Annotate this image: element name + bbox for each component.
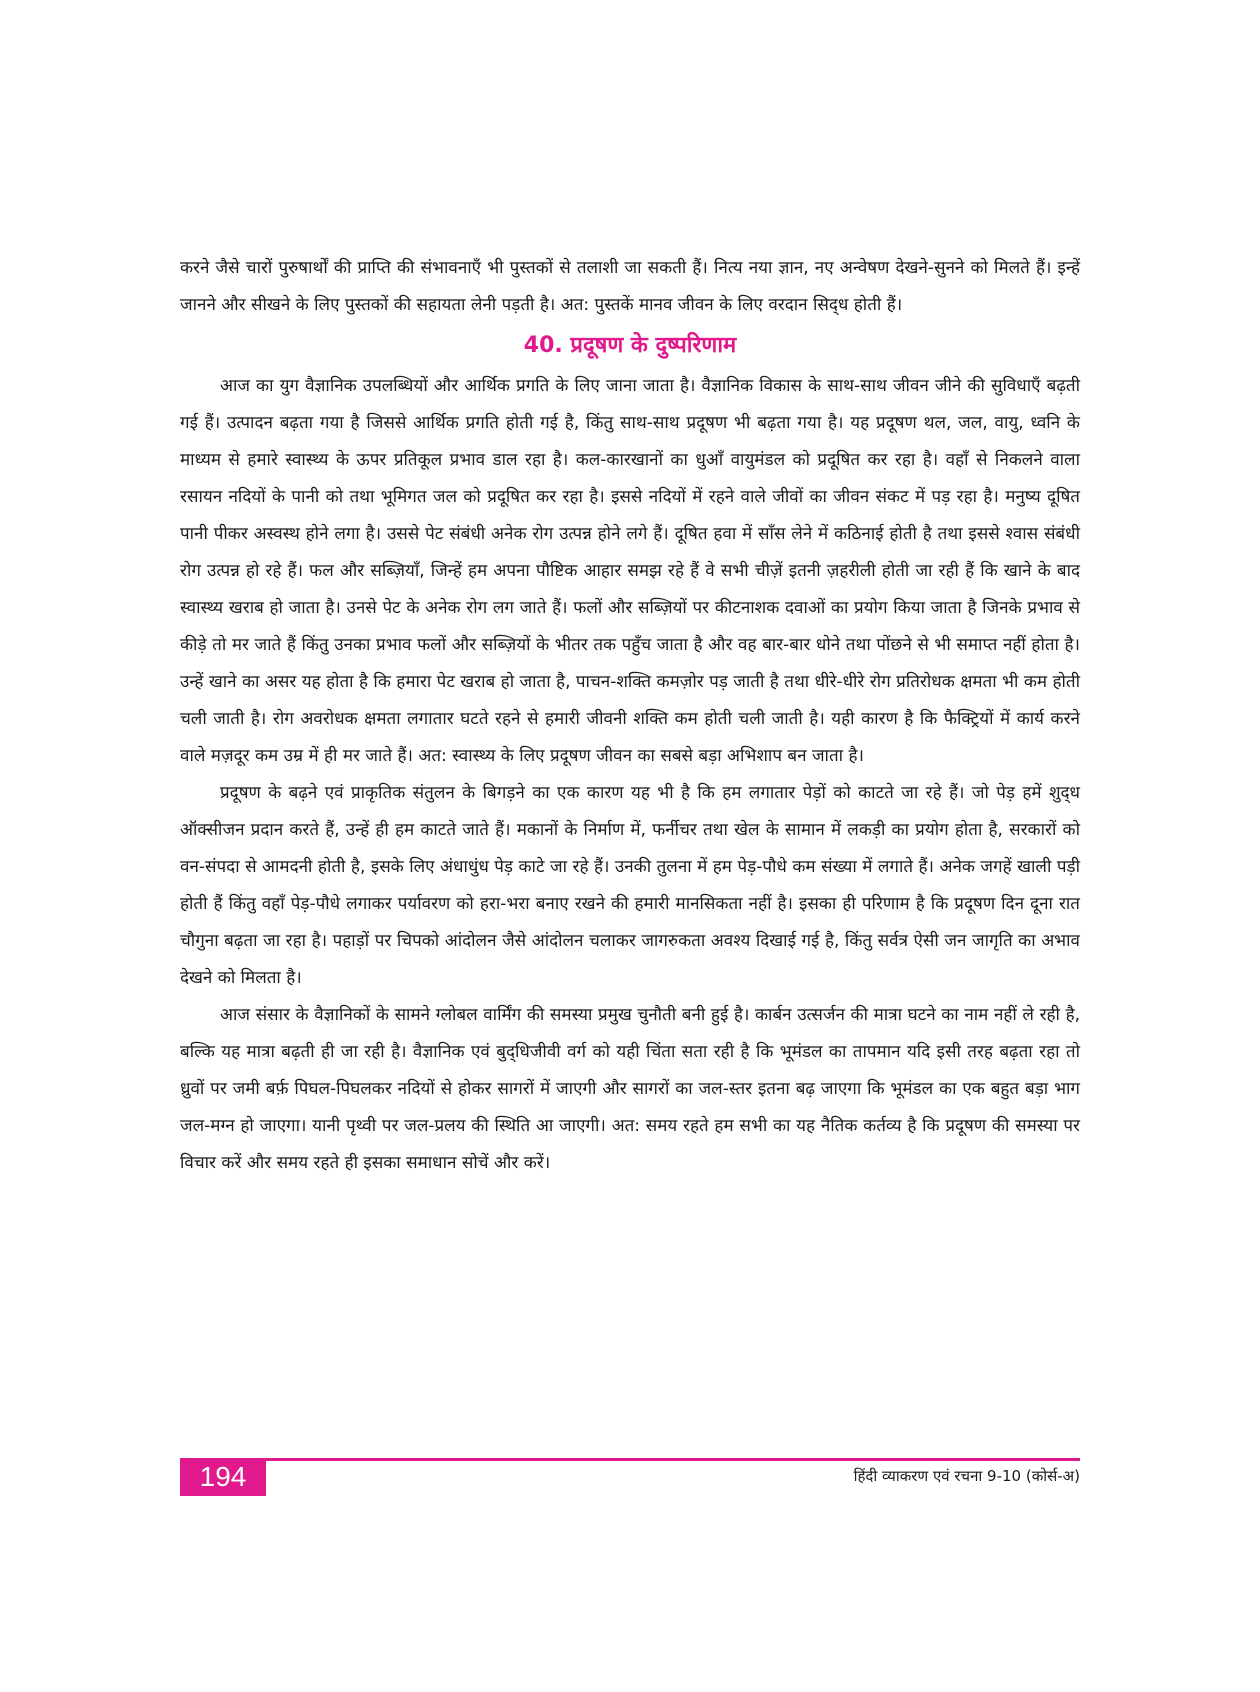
body-paragraph: आज का युग वैज्ञानिक उपलब्धियों और आर्थिक प्रगति के लिए जाना जाता है। वैज्ञानिक विकास के साथ-साथ जीवन जीने की सुविधाएँ बढ़ती गई हैं। उत्पादन बढ़ता गया है जिससे आर्थिक प्रगति होती गई है, किंतु साथ-साथ प्रदूषण भी बढ़ता गया है। यह प्रदूषण थल, जल, वायु, ध्वनि के माध्यम से हमारे स्वास्थ्य के ऊपर प्रतिकूल प्रभाव डाल रहा है। कल-कारखानों का धुआँ वायुमंडल को प्रदूषित कर रहा है। वहाँ से निकलने वाला रसायन नदियों के पानी को तथा भूमिगत जल को प्रदूषित कर रहा है। इससे नदियों में रहने वाले जीवों का जीवन संकट में पड़ रहा है। मनुष्य दूषित पानी पीकर अस्वस्थ होने लगा है। उससे पेट संबंधी अनेक रोग उत्पन्न होने लगे हैं। दूषित हवा में साँस लेने में कठिनाई होती है तथा इससे श्वास संबंधी रोग उत्पन्न हो रहे हैं। फल और सब्ज़ियाँ, जिन्हें हम अपना पौष्टिक आहार समझ रहे हैं वे सभी चीज़ें इतनी ज़हरीली होती जा रही हैं कि खाने के बाद स्वास्थ्य खराब हो जाता है। उनसे पेट के अनेक रोग लग जाते हैं। फलों और सब्ज़ियों पर कीटनाशक दवाओं का प्रयोग किया जाता है जिनके प्रभाव से कीड़े तो मर जाते हैं किंतु उनका प्रभाव फलों और सब्ज़ियों के भीतर तक पहुँच जाता है और वह बार-बार धोने तथा पोंछने से भी समाप्त नहीं होता है। उन्हें खाने का असर यह होता है कि हमारा पेट खराब हो जाता है, पाचन-शक्ति कमज़ोर पड़ जाती है तथा धीरे-धीरे रोग प्रतिरोधक क्षमता भी कम होती चली जाती है। रोग अवरोधक क्षमता लगातार घटते रहने से हमारी जीवनी शक्ति कम होती चली जाती है। यही कारण है कि फैक्ट्रियों में कार्य करने वाले मज़दूर कम उम्र में ही मर जाते हैं। अत: स्वास्थ्य के लिए प्रदूषण जीवन का सबसे बड़ा अभिशाप बन जाता है। bbox=[180, 376, 1080, 766]
intro-paragraph: करने जैसे चारों पुरुषार्थों की प्राप्ति की संभावनाएँ भी पुस्तकों से तलाशी जा सकती हैं। नित्य नया ज्ञान, नए अन्वेषण देखने-सुनने को मिलते हैं। इन्हें जानने और सीखने के लिए पुस्तकों की सहायता लेनी पड़ती है। अत: पुस्तकें मानव जीवन के लिए वरदान सिद्‌ध होती हैं। bbox=[180, 258, 1080, 315]
book-title: हिंदी व्याकरण एवं रचना 9-10 (कोर्स-अ) bbox=[853, 1467, 1080, 1485]
section-heading: 40. प्रदूषण के दुष्परिणाम bbox=[523, 333, 737, 358]
body-paragraph: आज संसार के वैज्ञानिकों के सामने ग्लोबल वार्मिंग की समस्या प्रमुख चुनौती बनी हुई है। कार्बन उत्सर्जन की मात्रा घटने का नाम नहीं ले रही है, बल्कि यह मात्रा बढ़ती ही जा रही है। वैज्ञानिक एवं बुद्‌धिजीवी वर्ग को यही चिंता सता रही है कि भूमंडल का तापमान यदि इसी तरह बढ़ता रहा तो ध्रुवों पर जमी बर्फ़ पिघल-पिघलकर नदियों से होकर सागरों में जाएगी और सागरों का जल-स्तर इतना बढ़ जाएगा कि भूमंडल का एक बहुत बड़ा भाग जल-मग्न हो जाएगा। यानी पृथ्वी पर जल-प्रलय की स्थिति आ जाएगी। अत: समय रहते हम सभी का यह नैतिक कर्तव्य है कि प्रदूषण की समस्या पर विचार करें और समय रहते ही इसका समाधान सोचें और करें। bbox=[180, 1005, 1080, 1173]
page-content bbox=[180, 250, 1080, 1182]
page-number: 194 bbox=[180, 1458, 266, 1496]
page-footer bbox=[180, 1458, 1080, 1496]
body-paragraph: प्रदूषण के बढ़ने एवं प्राकृतिक संतुलन के बिगड़ने का एक कारण यह भी है कि हम लगातार पेड़ों को काटते जा रहे हैं। जो पेड़ हमें शुद्‌ध ऑक्सीजन प्रदान करते हैं, उन्हें ही हम काटते जाते हैं। मकानों के निर्माण में, फर्नीचर तथा खेल के सामान में लकड़ी का प्रयोग होता है, सरकारों को वन-संपदा से आमदनी होती है, इसके लिए अंधाधुंध पेड़ काटे जा रहे हैं। उनकी तुलना में हम पेड़-पौधे कम संख्या में लगाते हैं। अनेक जगहें खाली पड़ी होती हैं किंतु वहाँ पेड़-पौधे लगाकर पर्यावरण को हरा-भरा बनाए रखने की हमारी मानसिकता नहीं है। इसका ही परिणाम है कि प्रदूषण दिन दूना रात चौगुना बढ़ता जा रहा है। पहाड़ों पर चिपको आंदोलन जैसे आंदोलन चलाकर जागरुकता अवश्य दिखाई गई है, किंतु सर्वत्र ऐसी जन जागृति का अभाव देखने को मिलता है। bbox=[180, 783, 1080, 988]
footer-rule bbox=[180, 1458, 1080, 1461]
